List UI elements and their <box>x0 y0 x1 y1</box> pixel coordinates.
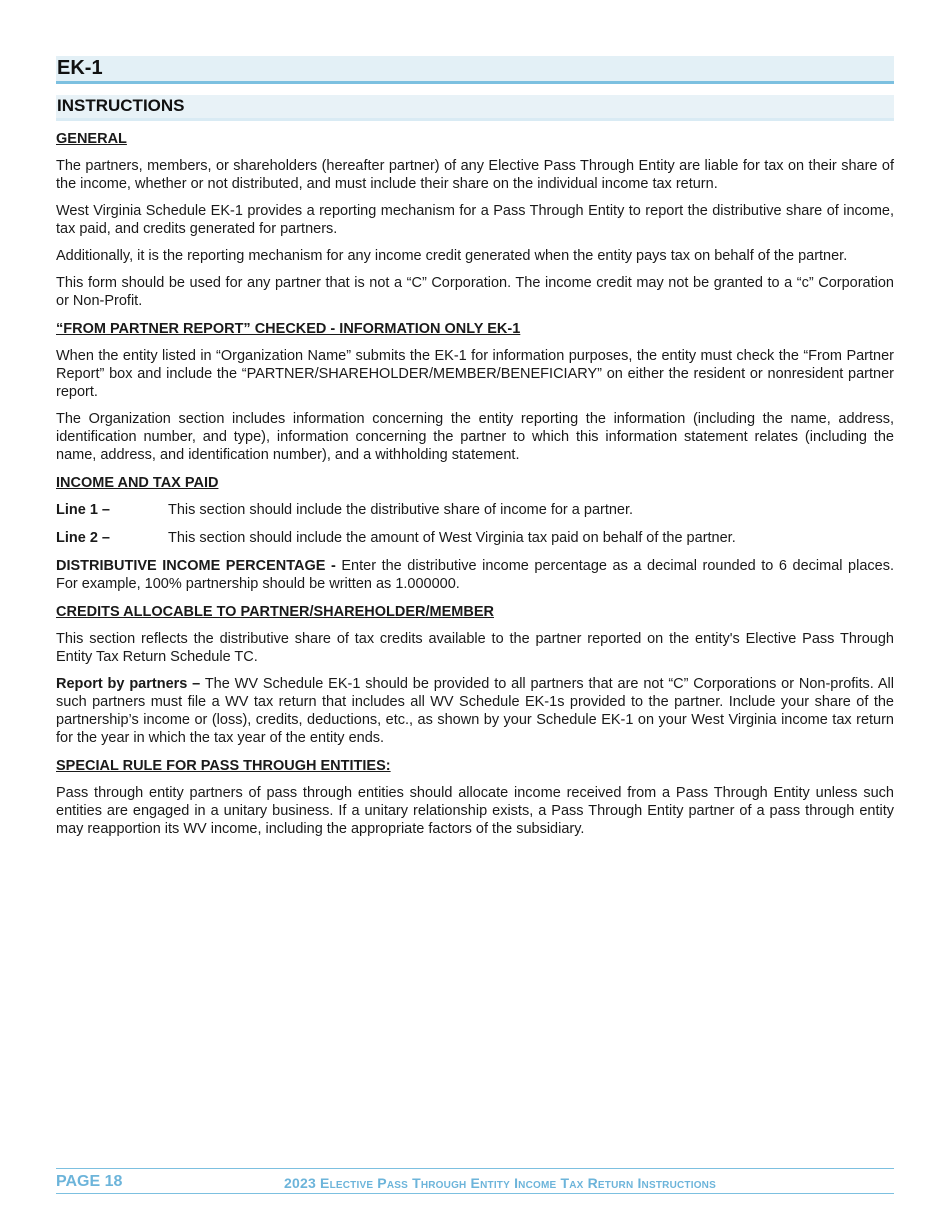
page-number: PAGE 18 <box>56 1173 123 1190</box>
form-title-bar <box>56 56 894 84</box>
special-rule-paragraph: Pass through entity partners of pass through entities should allocate income received from a Pass Through Entity unless such entities are engaged in a unitary business. If a unitary relationship exists, a Pass Through Entity partner of a pass through entity may reapportion its WV income, including the appropriate factors of the subsidiary. <box>56 785 894 837</box>
report-by-partners-text: The WV Schedule EK-1 should be provided to all partners that are not “C” Corporations or Non-profits. All such partners must file a WV tax return that includes all WV Schedule EK-1s provided to the partner. Include your share of the partnership’s income or (loss), credits, deductions, etc., as shown by your Schedule EK-1 on your West Virginia income tax return for the year in which the tax year of the entity ends. <box>56 676 894 746</box>
from-partner-paragraph-2: The Organization section includes information concerning the entity reporting the information (including the name, address, identification number, and type), information concerning the partner to which this information statement relates (including the name, address, and identification number), and a withholding statement. <box>56 411 894 463</box>
instructions-heading: INSTRUCTIONS <box>57 96 185 115</box>
from-partner-paragraph-1: When the entity listed in “Organization Name” submits the EK-1 for information purposes, the entity must check the “From Partner Report” box and include the “PARTNER/SHAREHOLDER/MEMBER/BENEFICIARY” on either the resident or nonresident partner report. <box>56 348 894 400</box>
line-1-label: Line 1 – <box>56 502 110 518</box>
line-2-row <box>56 529 894 547</box>
report-by-partners-paragraph <box>56 675 894 747</box>
line-1-text: This section should include the distributive share of income for a partner. <box>168 502 634 518</box>
line-1-row <box>56 501 894 519</box>
general-heading: GENERAL <box>56 131 127 147</box>
page-content <box>56 56 894 847</box>
income-tax-heading: INCOME AND TAX PAID <box>56 475 219 491</box>
distributive-percentage-paragraph <box>56 557 894 593</box>
credits-paragraph: This section reflects the distributive share of tax credits available to the partner reported on the entity's Elective Pass Through Entity Tax Return Schedule TC. <box>56 631 894 665</box>
page-footer <box>56 1168 894 1194</box>
general-paragraph-2: West Virginia Schedule EK-1 provides a reporting mechanism for a Pass Through Entity to report the distributive share of income, tax paid, and credits generated for partners. <box>56 203 894 237</box>
footer-title: 2023 Elective Pass Through Entity Income Tax Return Instructions <box>284 1175 716 1191</box>
line-2-label: Line 2 – <box>56 530 110 546</box>
credits-heading: CREDITS ALLOCABLE TO PARTNER/SHAREHOLDER/MEMBER <box>56 604 494 620</box>
form-id: EK-1 <box>57 57 103 79</box>
distributive-percentage-text: Enter the distributive income percentage as a decimal rounded to 6 decimal places. For example, 100% partnership should be written as 1.000000. <box>56 558 894 592</box>
general-paragraph-3: Additionally, it is the reporting mechanism for any income credit generated when the entity pays tax on behalf of the partner. <box>56 248 848 264</box>
instructions-bar <box>56 95 894 121</box>
line-2-text: This section should include the amount of West Virginia tax paid on behalf of the partner. <box>168 530 736 546</box>
report-by-partners-label: Report by partners – <box>56 676 201 692</box>
general-paragraph-4: This form should be used for any partner that is not a “C” Corporation. The income credit may not be granted to a “c” Corporation or Non-Profit. <box>56 275 894 309</box>
from-partner-heading: “FROM PARTNER REPORT” CHECKED - INFORMATION ONLY EK-1 <box>56 321 521 337</box>
special-rule-heading: SPECIAL RULE FOR PASS THROUGH ENTITIES: <box>56 758 391 774</box>
general-paragraph-1: The partners, members, or shareholders (hereafter partner) of any Elective Pass Through Entity are liable for tax on their share of the income, whether or not distributed, and must include their share on the individual income tax return. <box>56 158 894 192</box>
distributive-percentage-label: DISTRIBUTIVE INCOME PERCENTAGE - <box>56 558 336 574</box>
